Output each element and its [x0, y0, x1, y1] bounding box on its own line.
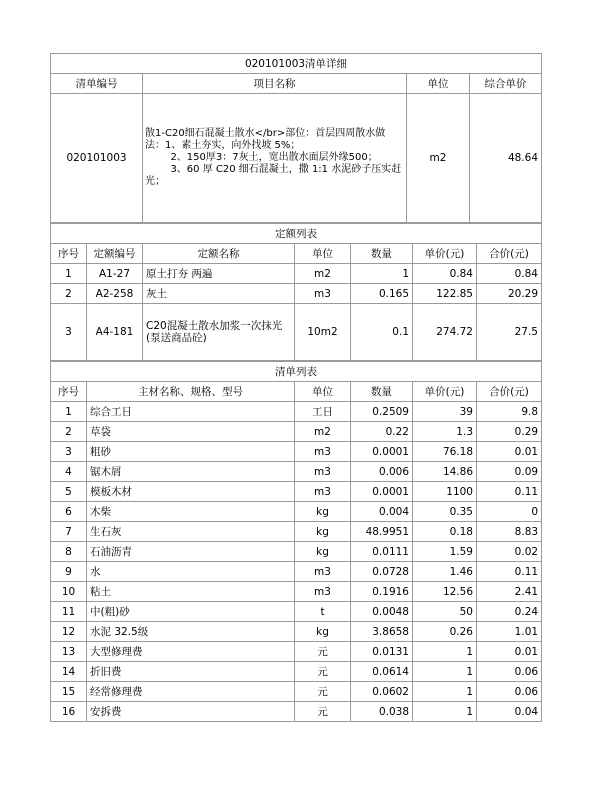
row-total: 0.01: [477, 642, 542, 662]
row-unit: m3: [295, 482, 351, 502]
row-name: 水: [87, 562, 295, 582]
table-row: [51, 582, 542, 602]
column-header-seq: 序号: [51, 244, 87, 264]
row-name: 粗砂: [87, 442, 295, 462]
row-unit: 元: [295, 662, 351, 682]
materials-table: [50, 361, 542, 722]
row-name: 安拆费: [87, 702, 295, 722]
row-price: 1: [413, 682, 477, 702]
table-row: [51, 442, 542, 462]
row-name: 综合工日: [87, 402, 295, 422]
row-total: 0.29: [477, 422, 542, 442]
row-price: 12.56: [413, 582, 477, 602]
row-code: A4-181: [87, 304, 143, 361]
bill-unit-price: 48.64: [470, 94, 542, 223]
row-price: 76.18: [413, 442, 477, 462]
row-qty: 0.004: [351, 502, 413, 522]
materials-body: [51, 402, 542, 722]
table-row: [51, 662, 542, 682]
row-price: 0.84: [413, 264, 477, 284]
row-seq: 2: [51, 284, 87, 304]
row-qty: 0.0001: [351, 482, 413, 502]
row-qty: 48.9951: [351, 522, 413, 542]
row-seq: 10: [51, 582, 87, 602]
row-name: C20混凝土散水加浆一次抹光(泵送商品砼): [143, 304, 295, 361]
table-row: [51, 602, 542, 622]
row-name: 木柴: [87, 502, 295, 522]
row-price: 0.35: [413, 502, 477, 522]
row-seq: 11: [51, 602, 87, 622]
row-price: 1.46: [413, 562, 477, 582]
column-header-quota-name: 定额名称: [143, 244, 295, 264]
row-unit: m3: [295, 462, 351, 482]
row-qty: 0.0001: [351, 442, 413, 462]
column-header-qty: 数量: [351, 382, 413, 402]
row-unit: m2: [295, 264, 351, 284]
quota-section-title: 定额列表: [51, 224, 542, 244]
row-qty: 0.0602: [351, 682, 413, 702]
table-row: [51, 502, 542, 522]
row-unit: 元: [295, 702, 351, 722]
row-seq: 9: [51, 562, 87, 582]
row-seq: 16: [51, 702, 87, 722]
row-seq: 8: [51, 542, 87, 562]
row-seq: 15: [51, 682, 87, 702]
row-total: 0.06: [477, 662, 542, 682]
bill-code: 020101003: [51, 94, 143, 223]
row-price: 1: [413, 642, 477, 662]
row-price: 274.72: [413, 304, 477, 361]
row-name: 模板木材: [87, 482, 295, 502]
row-name: 水泥 32.5级: [87, 622, 295, 642]
row-qty: 0.0111: [351, 542, 413, 562]
row-total: 0.06: [477, 682, 542, 702]
table-row: [51, 622, 542, 642]
row-name: 草袋: [87, 422, 295, 442]
row-name: 锯木屑: [87, 462, 295, 482]
column-header-qty: 数量: [351, 244, 413, 264]
row-unit: kg: [295, 502, 351, 522]
row-name: 粘土: [87, 582, 295, 602]
row-unit: 元: [295, 642, 351, 662]
row-total: 9.8: [477, 402, 542, 422]
row-qty: 0.038: [351, 702, 413, 722]
row-qty: 0.1: [351, 304, 413, 361]
table-row: [51, 522, 542, 542]
row-seq: 3: [51, 304, 87, 361]
row-price: 0.26: [413, 622, 477, 642]
row-total: 0.09: [477, 462, 542, 482]
row-total: 0.24: [477, 602, 542, 622]
row-name: 中(粗)砂: [87, 602, 295, 622]
table-row: [51, 264, 542, 284]
row-unit: m3: [295, 284, 351, 304]
row-total: 0.01: [477, 442, 542, 462]
column-header-price: 综合单价: [470, 74, 542, 94]
row-price: 1100: [413, 482, 477, 502]
column-header-seq: 序号: [51, 382, 87, 402]
row-name: 折旧费: [87, 662, 295, 682]
column-header-price: 单价(元): [413, 244, 477, 264]
row-total: 0.02: [477, 542, 542, 562]
table-row: [51, 482, 542, 502]
row-qty: 0.1916: [351, 582, 413, 602]
row-seq: 1: [51, 402, 87, 422]
row-name: 石油沥青: [87, 542, 295, 562]
row-total: 0.11: [477, 482, 542, 502]
bill-detail-table: [50, 53, 542, 223]
row-qty: 0.22: [351, 422, 413, 442]
row-total: 0: [477, 502, 542, 522]
column-header-unit: 单位: [407, 74, 470, 94]
row-total: 27.5: [477, 304, 542, 361]
row-seq: 5: [51, 482, 87, 502]
table-row: [51, 422, 542, 442]
row-total: 8.83: [477, 522, 542, 542]
table-row: [51, 284, 542, 304]
column-header-unit: 单位: [295, 382, 351, 402]
row-total: 0.11: [477, 562, 542, 582]
column-header-material-name: 主材名称、规格、型号: [87, 382, 295, 402]
row-seq: 12: [51, 622, 87, 642]
row-qty: 0.0131: [351, 642, 413, 662]
row-qty: 3.8658: [351, 622, 413, 642]
table-row: [51, 304, 542, 361]
table-row: [51, 542, 542, 562]
row-total: 2.41: [477, 582, 542, 602]
row-code: A2-258: [87, 284, 143, 304]
table-row: [51, 402, 542, 422]
row-unit: kg: [295, 542, 351, 562]
row-unit: m2: [295, 422, 351, 442]
row-name: 大型修理费: [87, 642, 295, 662]
row-seq: 1: [51, 264, 87, 284]
column-header-total: 合价(元): [477, 244, 542, 264]
row-qty: 0.0048: [351, 602, 413, 622]
bill-unit: m2: [407, 94, 470, 223]
row-qty: 0.0614: [351, 662, 413, 682]
row-unit: 工日: [295, 402, 351, 422]
row-seq: 13: [51, 642, 87, 662]
row-seq: 14: [51, 662, 87, 682]
row-unit: kg: [295, 522, 351, 542]
row-seq: 4: [51, 462, 87, 482]
row-price: 0.18: [413, 522, 477, 542]
row-unit: kg: [295, 622, 351, 642]
column-header-quota-code: 定额编号: [87, 244, 143, 264]
row-seq: 2: [51, 422, 87, 442]
row-total: 0.04: [477, 702, 542, 722]
column-header-price: 单价(元): [413, 382, 477, 402]
column-header-unit: 单位: [295, 244, 351, 264]
row-price: 14.86: [413, 462, 477, 482]
row-total: 1.01: [477, 622, 542, 642]
row-price: 1.59: [413, 542, 477, 562]
row-name: 灰土: [143, 284, 295, 304]
column-header-name: 项目名称: [143, 74, 407, 94]
row-name: 原土打夯 两遍: [143, 264, 295, 284]
row-qty: 0.2509: [351, 402, 413, 422]
materials-section-title: 清单列表: [51, 362, 542, 382]
row-qty: 0.006: [351, 462, 413, 482]
row-qty: 1: [351, 264, 413, 284]
table-row: [51, 702, 542, 722]
row-total: 20.29: [477, 284, 542, 304]
row-unit: m3: [295, 562, 351, 582]
row-price: 1.3: [413, 422, 477, 442]
row-unit: 10m2: [295, 304, 351, 361]
row-price: 50: [413, 602, 477, 622]
row-price: 39: [413, 402, 477, 422]
row-total: 0.84: [477, 264, 542, 284]
table-row: [51, 462, 542, 482]
row-unit: t: [295, 602, 351, 622]
row-price: 1: [413, 662, 477, 682]
page-title: 020101003清单详细: [51, 54, 542, 74]
row-qty: 0.165: [351, 284, 413, 304]
table-row: [51, 642, 542, 662]
row-seq: 3: [51, 442, 87, 462]
table-row: [51, 562, 542, 582]
row-unit: m3: [295, 582, 351, 602]
column-header-code: 清单编号: [51, 74, 143, 94]
row-name: 生石灰: [87, 522, 295, 542]
row-seq: 7: [51, 522, 87, 542]
row-name: 经常修理费: [87, 682, 295, 702]
row-code: A1-27: [87, 264, 143, 284]
row-qty: 0.0728: [351, 562, 413, 582]
row-unit: m3: [295, 442, 351, 462]
row-price: 1: [413, 702, 477, 722]
bill-description: 散1-C20细石混凝土散水</br>部位：首层四周散水做法：1、素土夯实，向外找坡 5%； 2、150厚3：7灰土，宽出散水面层外缘500； 3、60 厚 C20 细石混凝土，撒 1:1 水泥砂子压实赶光；: [143, 94, 407, 223]
quota-table: [50, 223, 542, 361]
row-price: 122.85: [413, 284, 477, 304]
row-seq: 6: [51, 502, 87, 522]
table-row: [51, 682, 542, 702]
column-header-total: 合价(元): [477, 382, 542, 402]
row-unit: 元: [295, 682, 351, 702]
